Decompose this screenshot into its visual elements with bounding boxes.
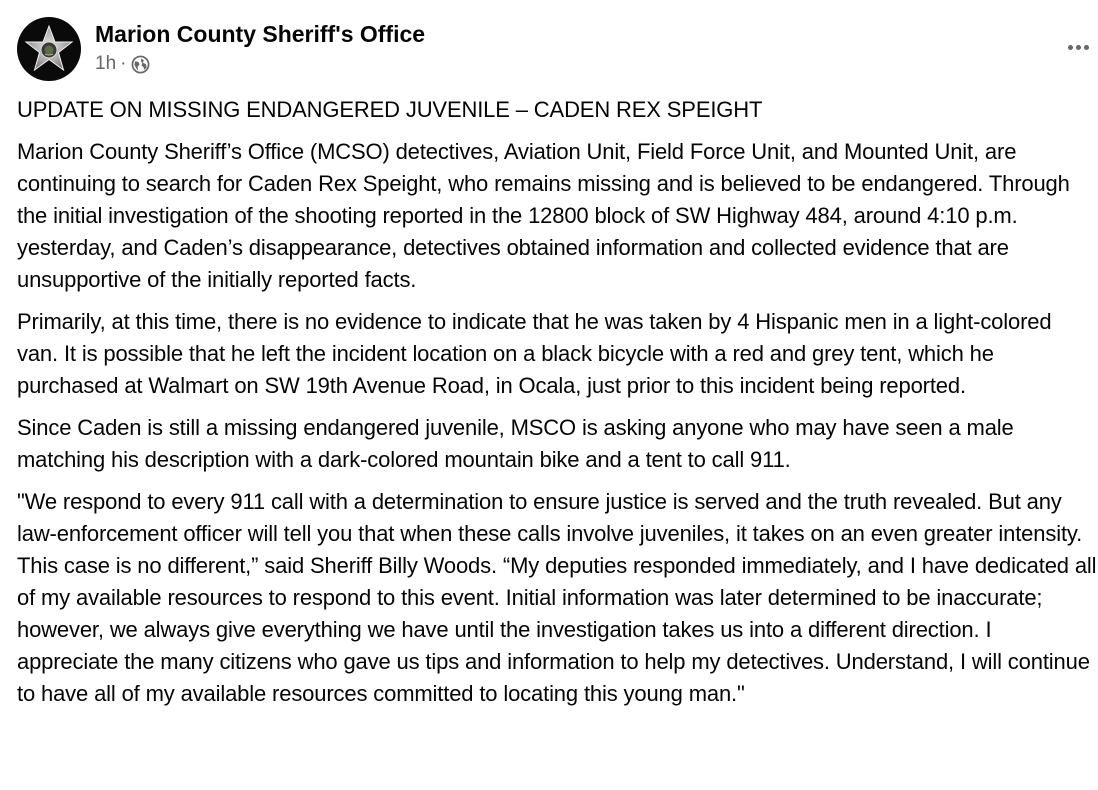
- post-paragraph: "We respond to every 911 call with a determination to ensure justice is served and the truth revealed. But any law-enforcement officer will tell you that when these calls involve juveniles, it takes on an even greater intensity. This case is no different,” said Sheriff Billy Woods. “My deputies responded immediately, and I have dedicated all of my available resources to respond to this event. Initial information was later determined to be inaccurate; however, we always give everything we have until the investigation takes us into a different direction. I appreciate the many citizens who gave us tips and information to help my detectives. Understand, I will continue to have all of my available resources committed to locating this young man.": [17, 489, 1097, 706]
- post-paragraph: Primarily, at this time, there is no evidence to indicate that he was taken by 4 Hispanic men in a light-colored van. It is possible that he left the incident location on a black bicycle with a red and grey tent, which he purchased at Walmart on SW 19th Avenue Road, in Ocala, just prior to this incident being reported.: [17, 309, 1052, 398]
- page-name-link[interactable]: Marion County Sheriff's Office: [95, 21, 426, 47]
- post-body: [17, 94, 1098, 720]
- page-avatar[interactable]: [17, 17, 81, 81]
- post-paragraph: Since Caden is still a missing endangered juvenile, MSCO is asking anyone who may have seen a male matching his description with a dark-colored mountain bike and a tent to call 911.: [17, 415, 1014, 472]
- post-timestamp[interactable]: 1h: [95, 53, 117, 74]
- post-paragraph: Marion County Sheriff’s Office (MCSO) detectives, Aviation Unit, Field Force Unit, and Mounted Unit, are continuing to search for Caden Rex Speight, who remains missing and is believed to be endangered. Through the initial investigation of the shooting reported in the 12800 block of SW Highway 484, around 4:10 p.m. yesterday, and Caden’s disappearance, detectives obtained information and collected evidence that are unsupportive of the initially reported facts.: [17, 139, 1070, 292]
- post-meta: [95, 19, 425, 75]
- globe-icon[interactable]: [131, 55, 150, 74]
- post-subline: [95, 53, 425, 75]
- sheriff-star-badge-icon: [23, 23, 75, 75]
- post-header: [17, 17, 1098, 83]
- post-headline: UPDATE ON MISSING ENDANGERED JUVENILE – CADEN REX SPEIGHT: [17, 97, 763, 122]
- more-options-icon[interactable]: [1058, 31, 1098, 63]
- separator-dot: ·: [120, 53, 127, 74]
